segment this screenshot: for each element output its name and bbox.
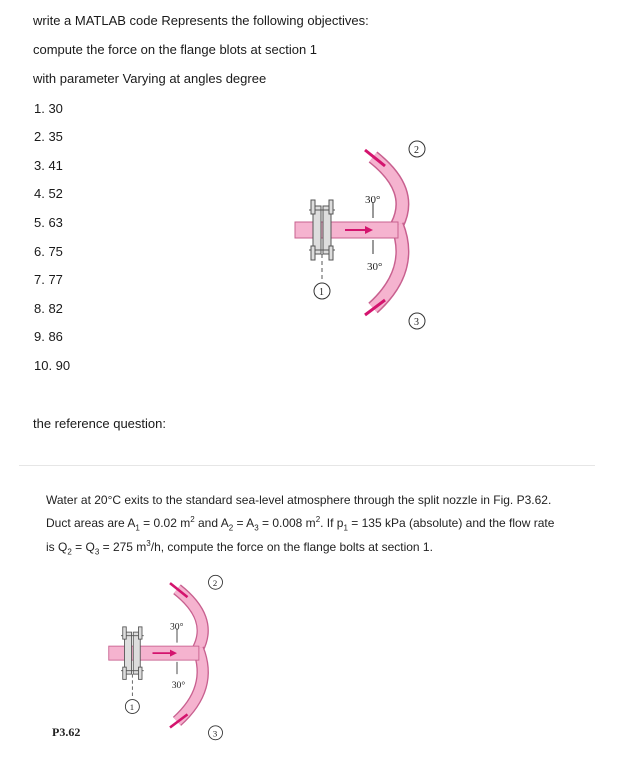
split-nozzle-figure: [285, 130, 445, 340]
ref-angle-label-bottom: 30°: [171, 680, 186, 692]
angle-item-6: 6. 75: [34, 244, 63, 259]
problem-line-3: is $Q_2 = Q_3 = 275$ $m^3/h$, compute the force on the flange bolts at section 1.: [46, 539, 433, 557]
angle-item-8: 8. 82: [34, 301, 63, 316]
angle-label-top: 30°: [365, 194, 381, 206]
angle-item-3: 3. 41: [34, 158, 63, 173]
prompt-line-2: compute the force on the flange blots at section 1: [33, 42, 318, 57]
prompt-line-1: write a MATLAB code Represents the following objectives:: [33, 13, 369, 28]
prompt-line-3: with parameter Varying at angles degree: [33, 71, 267, 86]
ref-angle-label-top: 30°: [170, 621, 184, 633]
angle-label-bottom: 30°: [367, 261, 383, 273]
ref-section-3-label: 3: [212, 728, 218, 739]
angle-item-2: 2. 35: [34, 129, 63, 144]
section-3-label: 3: [414, 317, 419, 328]
angle-item-1: 1. 30: [34, 101, 63, 116]
reference-nozzle-figure: [100, 565, 240, 750]
ref-section-2-label: 2: [212, 577, 218, 588]
upper-branch: [373, 157, 402, 225]
angle-item-4: 4. 52: [34, 186, 63, 201]
reference-heading: the reference question:: [33, 416, 166, 431]
angle-item-9: 9. 86: [34, 329, 63, 344]
ref-upper-branch: [177, 589, 203, 649]
problem-line-1: Water at 20°C exits to the standard sea-level atmosphere through the split nozzle in Fig. P3.62.: [46, 493, 552, 507]
angle-item-5: 5. 63: [34, 215, 63, 230]
section-2-label: 2: [414, 145, 419, 156]
angle-item-10: 10. 90: [34, 358, 71, 373]
figure-label: P3.62: [52, 725, 81, 739]
problem-line-2: Duct areas are $A_1 = 0.02$ $m^2$ and $A_2 = A_3 = 0.008$ $m^2$. If $p_1 = 135$ kPa (absolute) and the flow rate: [46, 515, 555, 533]
angle-item-7: 7. 77: [34, 272, 63, 287]
ref-section-1-label: 1: [129, 702, 135, 712]
section-1-label: 1: [319, 287, 324, 298]
